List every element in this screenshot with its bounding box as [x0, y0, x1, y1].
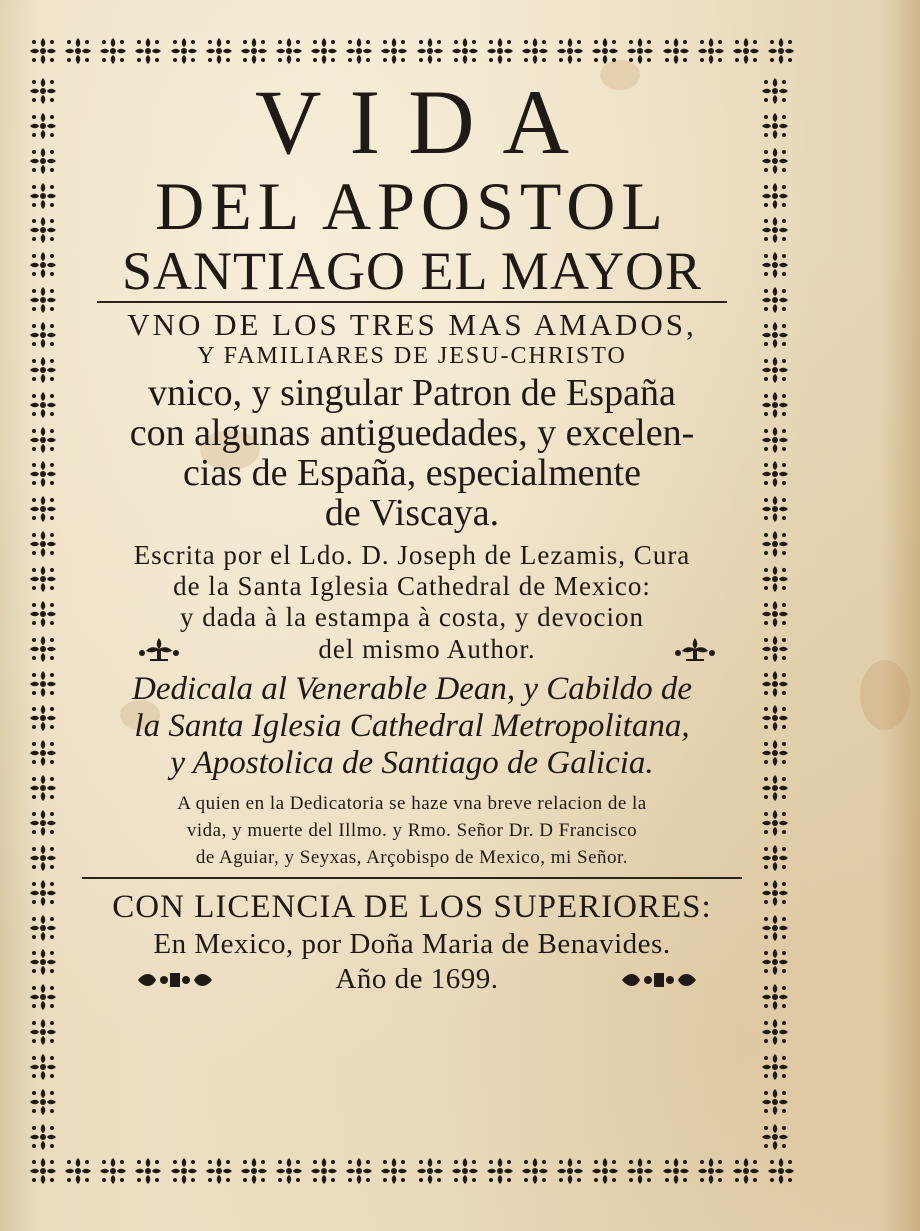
fleur-ornament-icon: [694, 1154, 728, 1188]
fleur-ornament-icon: [26, 1120, 60, 1154]
author-escrita: Escrita por el Ldo. D. Joseph de Lezamis, Cura: [133, 540, 691, 570]
fleur-ornament-icon: [26, 632, 60, 666]
fleur-ornament-icon: [758, 1120, 792, 1154]
border-left: [26, 74, 66, 1154]
fleur-ornament-icon: [26, 980, 60, 1014]
fleur-ornament-icon: [26, 144, 60, 178]
fleur-ornament-icon: [659, 1154, 693, 1188]
fleur-ornament-icon: [623, 34, 657, 68]
tailpiece-ornament-icon: [136, 967, 214, 993]
fleur-ornament-icon: [758, 492, 792, 526]
subtitle-antiguedades: con algunas antiguedades, y excelen-: [129, 412, 695, 454]
fleur-ornament-icon: [758, 318, 792, 352]
fleur-ornament-icon: [26, 1050, 60, 1084]
fleur-ornament-icon: [758, 144, 792, 178]
fleur-ornament-icon: [307, 1154, 341, 1188]
title-vida: VIDA: [255, 71, 597, 173]
fleur-ornament-icon: [758, 353, 792, 387]
fleur-ornament-icon: [202, 1154, 236, 1188]
fleur-ornament-icon: [758, 806, 792, 840]
fleur-ornament-icon: [758, 771, 792, 805]
fleur-ornament-icon: [26, 806, 60, 840]
fleur-ornament-icon: [377, 34, 411, 68]
fleur-ornament-icon: [758, 1015, 792, 1049]
author-dada: y dada à la estampa à costa, y devocion: [179, 602, 645, 632]
fleur-ornament-icon: [26, 109, 60, 143]
note-a-quien: A quien en la Dedicatoria se haze vna breve relacion de la: [177, 793, 647, 814]
fleur-ornament-icon: [764, 1154, 798, 1188]
fleur-ornament-icon: [758, 701, 792, 735]
fleur-ornament-icon: [758, 597, 792, 631]
fleur-ornament-icon: [758, 74, 792, 108]
fleur-ornament-icon: [272, 1154, 306, 1188]
fleur-ornament-icon: [623, 1154, 657, 1188]
fleur-ornament-icon: [26, 771, 60, 805]
fleur-ornament-icon: [26, 876, 60, 910]
fleur-ornament-icon: [307, 34, 341, 68]
fleuron-icon: [672, 635, 718, 663]
fleur-ornament-icon: [26, 34, 60, 68]
fleur-ornament-icon: [518, 1154, 552, 1188]
fleur-ornament-icon: [26, 179, 60, 213]
fleur-ornament-icon: [758, 388, 792, 422]
subtitle-cias: cias de España, especialmente: [183, 452, 641, 494]
fleur-ornament-icon: [758, 876, 792, 910]
fleur-ornament-icon: [26, 213, 60, 247]
fleur-ornament-icon: [758, 1050, 792, 1084]
fleur-ornament-icon: [26, 562, 60, 596]
fleur-ornament-icon: [758, 283, 792, 317]
fleur-ornament-icon: [758, 632, 792, 666]
fleur-ornament-icon: [758, 736, 792, 770]
title-del-apostol: DEL APOSTOL: [155, 168, 669, 244]
fleur-ornament-icon: [26, 1085, 60, 1119]
fleur-ornament-icon: [483, 34, 517, 68]
fleur-ornament-icon: [659, 34, 693, 68]
fleur-ornament-icon: [377, 1154, 411, 1188]
fleur-ornament-icon: [26, 1015, 60, 1049]
fleur-ornament-icon: [758, 667, 792, 701]
fleur-ornament-icon: [61, 1154, 95, 1188]
fleur-ornament-icon: [167, 1154, 201, 1188]
title-block: [66, 71, 758, 1154]
fleur-ornament-icon: [758, 980, 792, 1014]
fleur-ornament-icon: [518, 34, 552, 68]
fleur-ornament-icon: [26, 841, 60, 875]
fleur-ornament-icon: [96, 1154, 130, 1188]
fleur-ornament-icon: [167, 34, 201, 68]
fleur-ornament-icon: [413, 34, 447, 68]
fleur-ornament-icon: [758, 1085, 792, 1119]
imprint-rule: [82, 877, 742, 879]
fleur-ornament-icon: [758, 179, 792, 213]
fleur-ornament-icon: [588, 34, 622, 68]
imprint-date-row: [66, 965, 758, 994]
tailpiece-ornament-icon: [620, 967, 698, 993]
fleur-ornament-icon: [483, 1154, 517, 1188]
fleur-ornament-icon: [448, 34, 482, 68]
fleur-ornament-icon: [26, 353, 60, 387]
fleur-ornament-icon: [448, 1154, 482, 1188]
paper-stain: [860, 660, 910, 730]
fleur-ornament-icon: [342, 34, 376, 68]
fleur-ornament-icon: [26, 736, 60, 770]
subtitle-uno: VNO DE LOS TRES MAS AMADOS,: [127, 307, 697, 342]
fleur-ornament-icon: [272, 34, 306, 68]
fleur-ornament-icon: [26, 283, 60, 317]
imprint-en-mexico: En Mexico, por Doña Maria de Benavides.: [153, 928, 671, 960]
fleur-ornament-icon: [758, 911, 792, 945]
title-santiago: SANTIAGO EL MAYOR: [121, 241, 703, 301]
dedication-metropolitana: la Santa Iglesia Cathedral Metropolitana,: [134, 708, 690, 744]
fleur-ornament-icon: [729, 1154, 763, 1188]
fleur-ornament-icon: [26, 945, 60, 979]
subtitle-vnico: vnico, y singular Patron de España: [148, 372, 676, 414]
fleur-ornament-icon: [758, 109, 792, 143]
fleur-ornament-icon: [26, 701, 60, 735]
fleur-ornament-icon: [26, 423, 60, 457]
fleur-ornament-icon: [553, 1154, 587, 1188]
fleur-ornament-icon: [26, 457, 60, 491]
fleur-ornament-icon: [26, 74, 60, 108]
fleur-ornament-icon: [26, 248, 60, 282]
fleur-ornament-icon: [237, 34, 271, 68]
subtitle-viscaya: de Viscaya.: [324, 492, 500, 534]
fleur-ornament-icon: [758, 423, 792, 457]
imprint-licencia: CON LICENCIA DE LOS SUPERIORES:: [112, 889, 712, 925]
fleur-ornament-icon: [413, 1154, 447, 1188]
fleur-ornament-icon: [26, 597, 60, 631]
fleur-ornament-icon: [131, 1154, 165, 1188]
fleur-ornament-icon: [202, 34, 236, 68]
fleur-ornament-icon: [26, 911, 60, 945]
author-closing-row: [66, 635, 758, 663]
fleuron-icon: [136, 635, 182, 663]
author-mismo: del mismo Author.: [318, 633, 536, 664]
border-right: [758, 74, 798, 1154]
fleur-ornament-icon: [758, 945, 792, 979]
fleur-ornament-icon: [758, 527, 792, 561]
fleur-ornament-icon: [758, 248, 792, 282]
title-rule: [97, 301, 727, 303]
imprint-ano: Año de 1699.: [335, 963, 499, 995]
fleur-ornament-icon: [588, 1154, 622, 1188]
border-bottom: [26, 1154, 798, 1194]
fleur-ornament-icon: [26, 527, 60, 561]
fleur-ornament-icon: [729, 34, 763, 68]
fleur-ornament-icon: [758, 457, 792, 491]
fleur-ornament-icon: [26, 318, 60, 352]
fleur-ornament-icon: [96, 34, 130, 68]
fleur-ornament-icon: [758, 213, 792, 247]
fleur-ornament-icon: [61, 34, 95, 68]
note-vida-muerte: vida, y muerte del Illmo. y Rmo. Señor Dr. D Francisco: [186, 820, 638, 841]
fleur-ornament-icon: [26, 492, 60, 526]
fleur-ornament-icon: [131, 34, 165, 68]
fleur-ornament-icon: [758, 562, 792, 596]
note-aguiar: de Aguiar, y Seyxas, Arçobispo de Mexico, mi Señor.: [195, 847, 629, 868]
dedication-apostolica: y Apostolica de Santiago de Galicia.: [170, 745, 654, 781]
fleur-ornament-icon: [764, 34, 798, 68]
subtitle-familiares: Y FAMILIARES DE JESU-CHRISTO: [197, 343, 627, 369]
fleur-ornament-icon: [694, 34, 728, 68]
fleur-ornament-icon: [26, 1154, 60, 1188]
fleur-ornament-icon: [553, 34, 587, 68]
fleur-ornament-icon: [342, 1154, 376, 1188]
fleur-ornament-icon: [26, 667, 60, 701]
author-santa-iglesia: de la Santa Iglesia Cathedral de Mexico:: [173, 571, 651, 601]
dedication-dedicala: Dedicala al Venerable Dean, y Cabildo de: [132, 671, 692, 707]
fleur-ornament-icon: [758, 841, 792, 875]
border-top: [26, 34, 798, 74]
fleur-ornament-icon: [237, 1154, 271, 1188]
fleur-ornament-icon: [26, 388, 60, 422]
